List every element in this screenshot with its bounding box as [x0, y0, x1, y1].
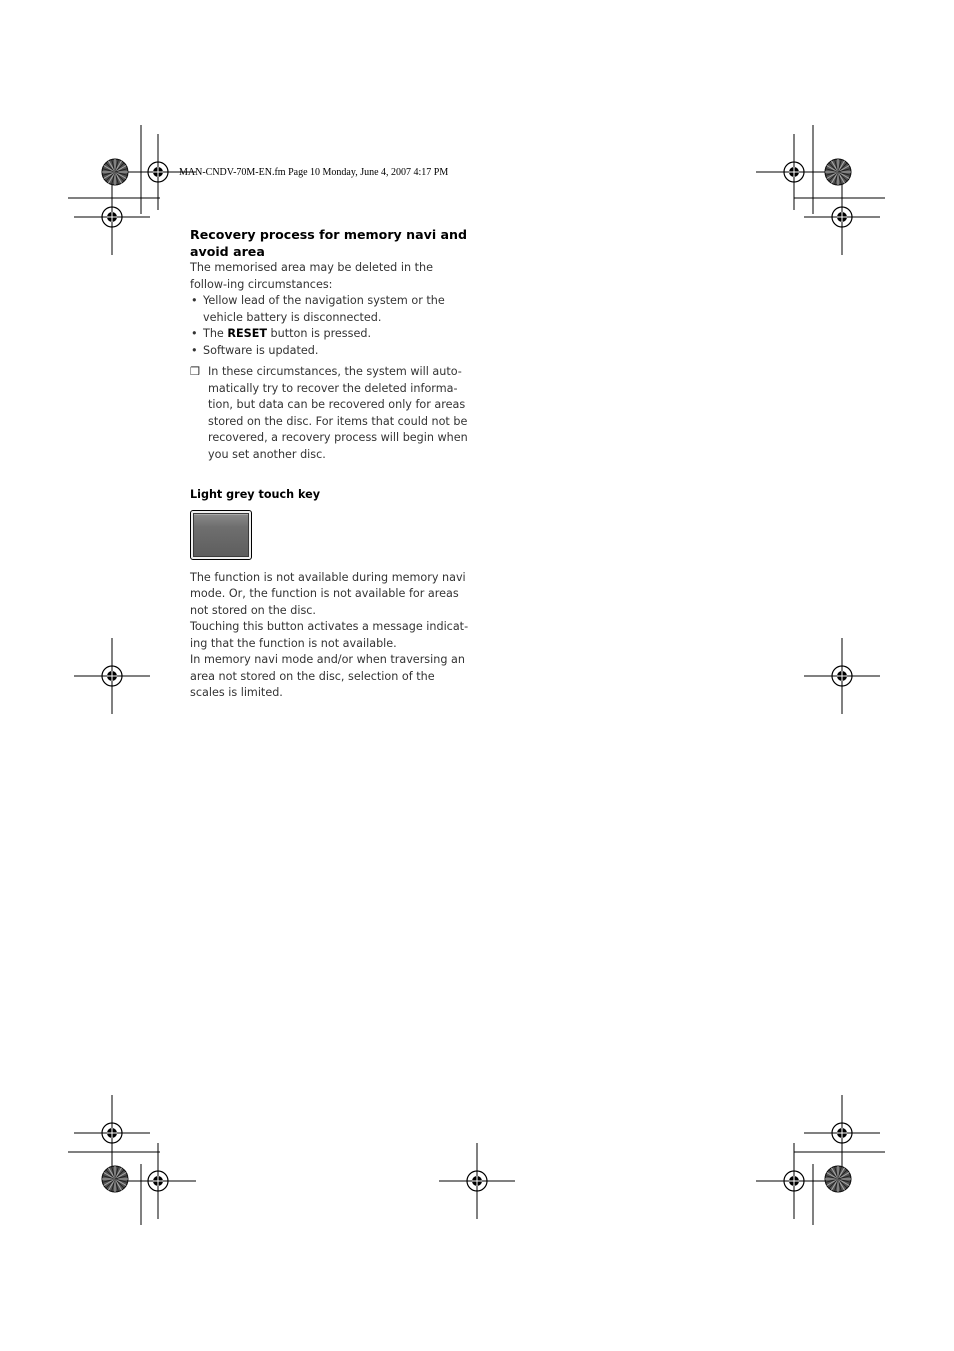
list-item-text: Software is updated.: [203, 343, 319, 357]
section-title-recovery: Recovery process for memory navi and avoid area: [190, 227, 467, 259]
circumstance-list: [190, 293, 470, 359]
bullet-icon: •: [191, 294, 198, 307]
list-item-text-before: The: [203, 327, 228, 340]
list-item: [190, 326, 470, 343]
bullet-icon: •: [191, 343, 198, 357]
registration-mark-icon: [756, 134, 832, 210]
touch-key-paragraph-3: In memory navi mode and/or when traversing an area not stored on the disc, selection of the scales is limited.: [190, 653, 465, 699]
touch-key-paragraph-1: The function is not available during memory navi mode. Or, the function is not available for areas not stored on the disc.: [190, 570, 466, 617]
registration-mark-icon: [804, 179, 880, 255]
registration-mark-icon: [804, 1095, 880, 1171]
list-item-text-after: button is pressed.: [266, 327, 372, 340]
page-content: [190, 226, 470, 702]
registration-mark-icon: [74, 638, 150, 714]
section-title-touch-key: Light grey touch key: [190, 488, 320, 501]
colour-target-icon: [825, 159, 851, 185]
colour-target-icon: [102, 1166, 128, 1192]
registration-mark-icon: [120, 1143, 196, 1219]
colour-target-icon: [102, 159, 128, 185]
registration-mark-icon: [804, 638, 880, 714]
list-item: [190, 343, 470, 360]
reset-label: RESET: [227, 327, 267, 340]
registration-mark-icon: [756, 1143, 832, 1219]
list-item: [190, 293, 470, 326]
registration-mark-icon: [74, 1095, 150, 1171]
registration-mark-icon: [439, 1143, 515, 1219]
touch-key-face: [193, 513, 249, 557]
colour-target-icon: [825, 1166, 851, 1192]
touch-key-paragraph-2: Touching this button activates a message indicat-ing that the function is not available.: [190, 620, 469, 650]
list-item-text: Yellow lead of the navigation system or the vehicle battery is disconnected.: [203, 294, 445, 324]
note-paragraph: [190, 364, 470, 463]
file-header: MAN-CNDV-70M-EN.fm Page 10 Monday, June 4, 2007 4:17 PM: [179, 167, 449, 178]
note-text: In these circumstances, the system will auto-matically try to recover the deleted informa-tion, but data can be recovered only for areas stored on the disc. For items that could not be recovered, a recovery process will begin when you set another disc.: [208, 365, 468, 461]
light-grey-touch-key-image: [190, 510, 252, 560]
registration-mark-icon: [74, 179, 150, 255]
note-box-icon: ❒: [190, 365, 201, 378]
intro-paragraph: The memorised area may be deleted in the follow-ing circumstances:: [190, 261, 433, 291]
bullet-icon: •: [191, 327, 198, 340]
